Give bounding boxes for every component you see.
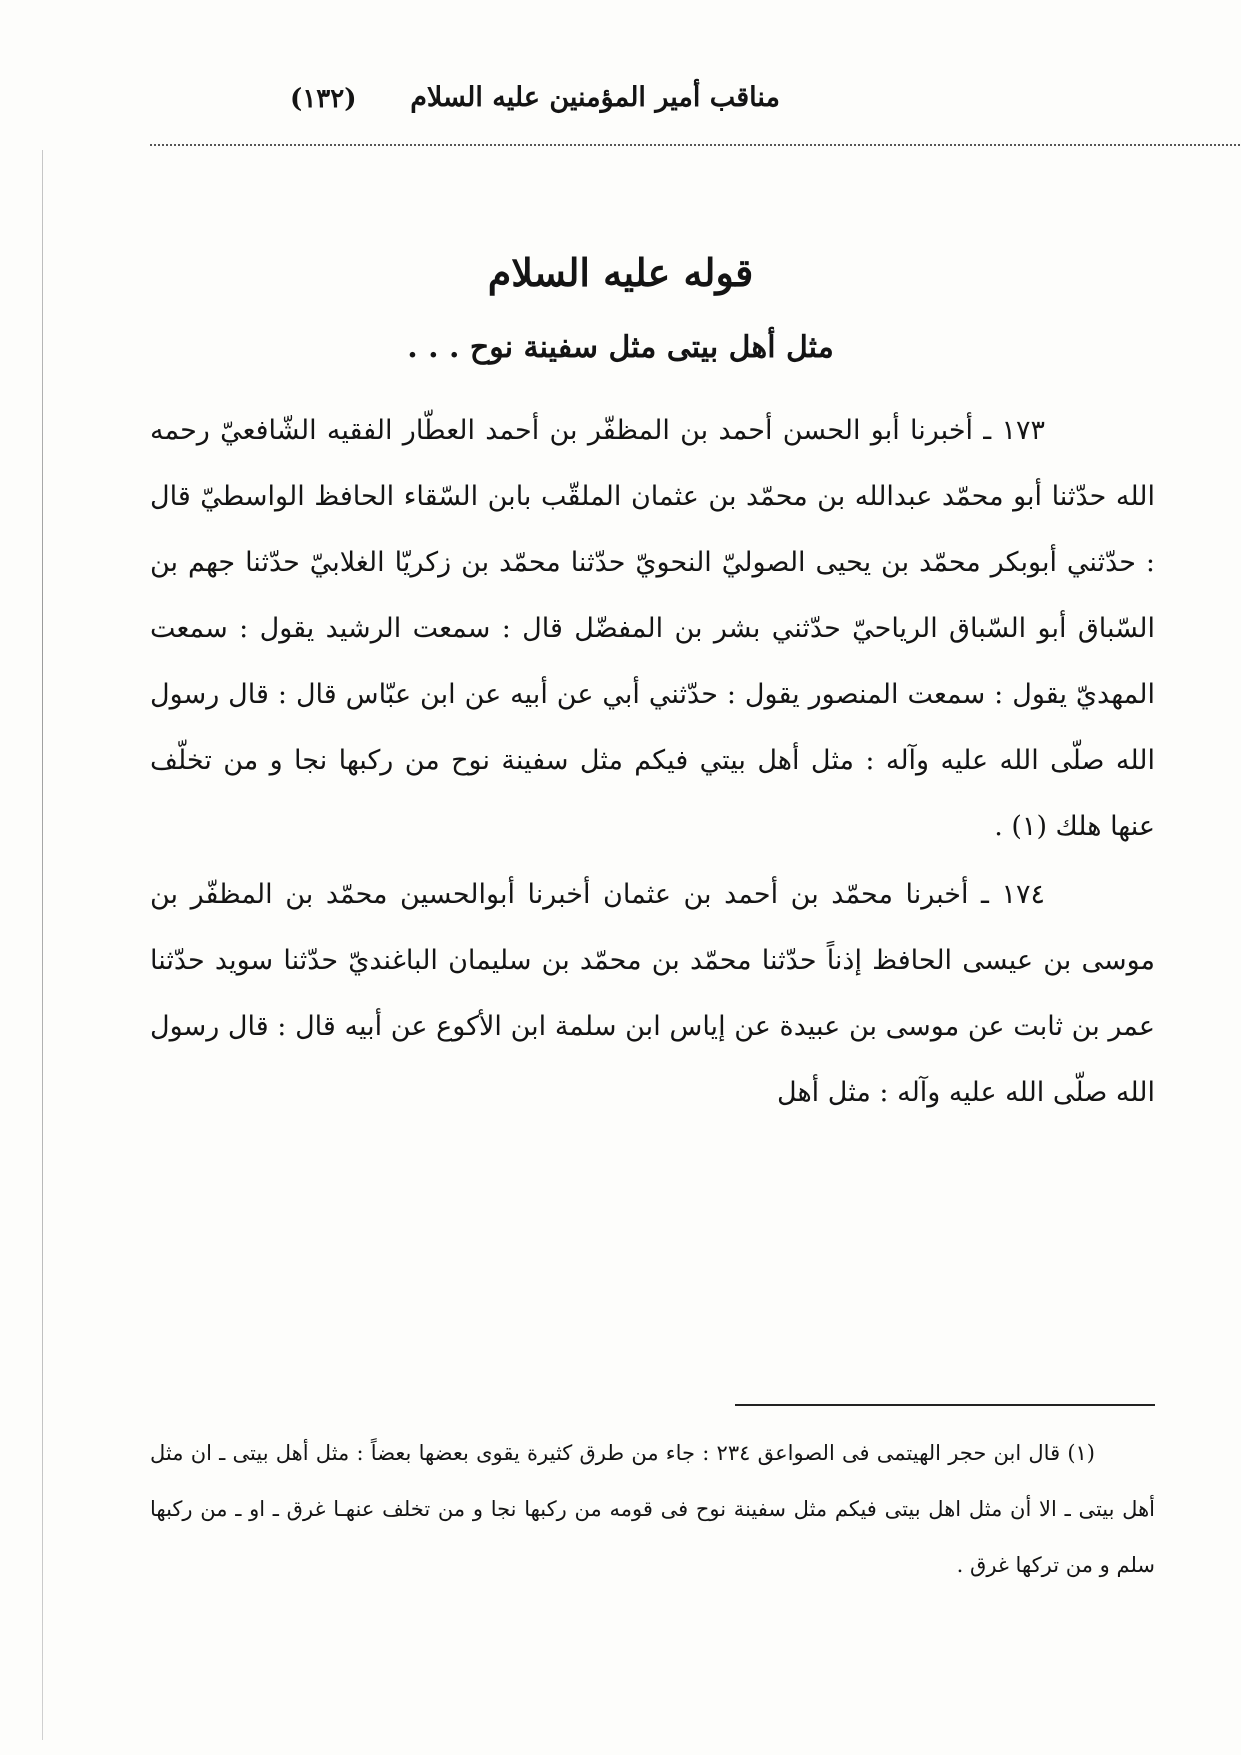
footnote [150,1425,1155,1593]
page-number: (١٣٢) [290,84,357,114]
running-header [150,78,1150,122]
header-divider [150,144,1241,146]
page-edge-shadow [42,150,43,1740]
chapter-subheading: مثل أهل بيتى مثل سفينة نوح . . . [407,330,834,365]
chapter-heading: قوله عليه السلام [487,250,754,295]
running-header-title: مناقب أمير المؤمنين عليه السلام [410,82,780,113]
hadith-paragraph: ١٧٤ ـ أخبرنا محمّد بن أحمد بن عثمان أخبرنا أبوالحسين محمّد بن المظفّر بن موسى بن عيسى الحافظ إذناً حدّثنا محمّد بن محمّد بن سليمان الباغنديّ حدّثنا سويد حدّثنا عمر بن ثابت عن موسى بن عبيدة عن إياس ابن سلمة ابن الأكوع عن أبيه قال : قال رسول الله صلّى الله عليه وآله : مثل أهل [150,879,1155,1108]
footnote-divider [735,1404,1155,1406]
footnote-text: (١) قال ابن حجر الهيتمى فى الصواعق ٢٣٤ : جاء من طرق كثيرة يقوى بعضها بعضاً : مثل أهل بيتى ـ ان مثل أهل بيتى ـ الا أن مثل اهل بيتى فيكم مثل سفينة نوح فى قومه من ركبها نجا و من تخلف عنهـا غرق ـ او ـ من ركبها سلم و من تركها غرق . [150,1441,1155,1577]
body-text [150,398,1155,1126]
hadith-paragraph: ١٧٣ ـ أخبرنا أبو الحسن أحمد بن المظفّر بن أحمد العطّار الفقيه الشّافعيّ رحمه الله حدّثنا أبو محمّد عبدالله بن محمّد بن عثمان الملقّب بابن السّقاء الحافظ الواسطيّ قال : حدّثني أبوبكر محمّد بن يحيى الصوليّ النحويّ حدّثنا محمّد بن زكريّا الغلابيّ حدّثنا جهم بن السّباق أبو السّباق الرياحيّ حدّثني بشر بن المفضّل قال : سمعت الرشيد يقول : سمعت المهديّ يقول : سمعت المنصور يقول : حدّثني أبي عن أبيه عن ابن عبّاس قال : قال رسول الله صلّى الله عليه وآله : مثل أهل بيتي فيكم مثل سفينة نوح من ركبها نجا و من تخلّف عنها هلك (١) . [150,415,1155,842]
